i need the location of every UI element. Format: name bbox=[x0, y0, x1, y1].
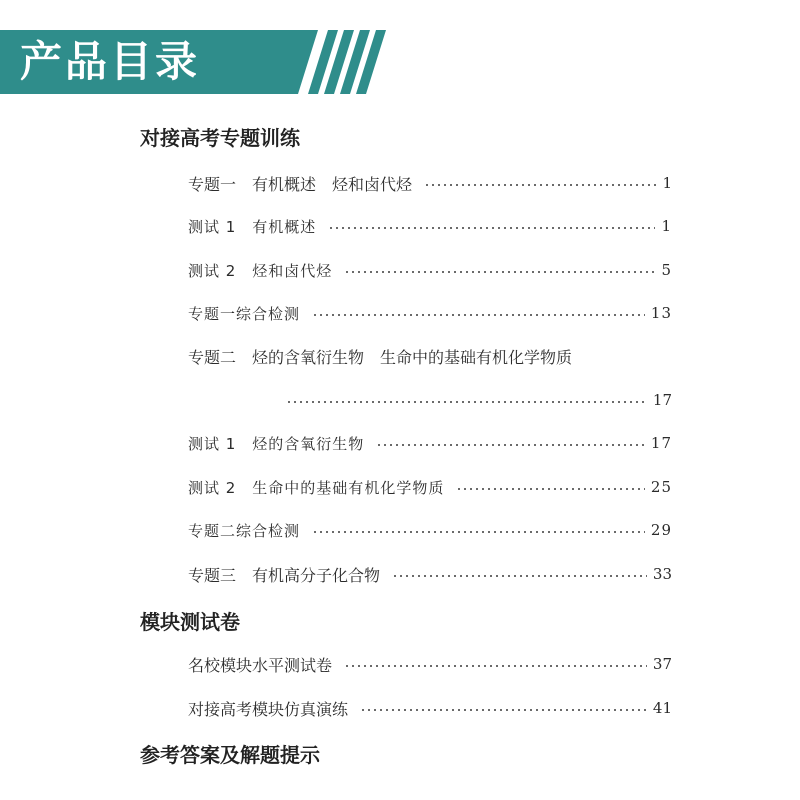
toc-entry-label: 对接高考模块仿真演练 bbox=[188, 699, 349, 719]
toc-entry[interactable] bbox=[188, 560, 672, 588]
toc-page-number: 17 bbox=[650, 434, 672, 452]
toc-entry[interactable] bbox=[188, 256, 672, 284]
toc-entry[interactable] bbox=[188, 694, 672, 722]
toc-entry-label: 专题一 有机概述 烃和卤代烃 bbox=[188, 174, 413, 194]
toc-section-title[interactable]: 模块测试卷 bbox=[140, 609, 240, 634]
toc-entry[interactable] bbox=[188, 299, 672, 327]
toc-entry[interactable] bbox=[188, 342, 672, 370]
toc-entry[interactable] bbox=[188, 169, 672, 197]
toc-leader-dots bbox=[286, 401, 647, 403]
toc-page-number: 33 bbox=[652, 565, 672, 583]
toc-entry[interactable] bbox=[188, 516, 672, 544]
toc-leader-dots bbox=[328, 227, 655, 229]
toc-page-number: 29 bbox=[650, 521, 672, 539]
toc-leader-dots bbox=[392, 575, 647, 577]
toc-section-title[interactable]: 参考答案及解题提示 bbox=[140, 742, 320, 767]
toc-leader-dots bbox=[344, 271, 655, 273]
toc-entry[interactable] bbox=[188, 473, 672, 501]
toc-entry-label: 专题一综合检测 bbox=[188, 304, 301, 323]
toc-page-number: 1 bbox=[662, 174, 672, 192]
toc-page-number: 5 bbox=[661, 261, 672, 279]
toc-entry-label: 名校模块水平测试卷 bbox=[188, 655, 333, 675]
toc-leader-dots bbox=[312, 314, 645, 316]
toc-entry-label: 专题二综合检测 bbox=[188, 521, 301, 540]
toc-entry-continuation[interactable] bbox=[286, 386, 672, 414]
page-title: 产品目录 bbox=[20, 37, 201, 86]
toc-leader-dots bbox=[456, 488, 645, 490]
toc-entry[interactable] bbox=[188, 650, 672, 678]
toc-entry-label: 专题二 烃的含氧衍生物 生命中的基础有机化学物质 bbox=[188, 347, 573, 367]
toc-leader-dots bbox=[376, 444, 645, 446]
toc-leader-dots bbox=[312, 531, 645, 533]
toc-page-number: 25 bbox=[650, 478, 672, 496]
toc-entry[interactable] bbox=[188, 212, 672, 240]
toc-page-number: 17 bbox=[652, 391, 672, 409]
toc-entry[interactable] bbox=[188, 429, 672, 457]
toc-entry-label: 专题三 有机高分子化合物 bbox=[188, 565, 381, 585]
toc-entry-label: 测试 2 烃和卤代烃 bbox=[188, 261, 333, 280]
toc-section-title[interactable]: 对接高考专题训练 bbox=[140, 125, 300, 150]
toc-leader-dots bbox=[424, 184, 656, 186]
toc-entry-label: 测试 2 生命中的基础有机化学物质 bbox=[188, 478, 445, 497]
toc-leader-dots bbox=[344, 665, 647, 667]
toc-page-number: 41 bbox=[652, 699, 672, 717]
toc-page-number: 37 bbox=[652, 655, 672, 673]
toc-page-number: 13 bbox=[650, 304, 672, 322]
toc-leader-dots bbox=[360, 709, 647, 711]
toc-page-number: 1 bbox=[661, 217, 672, 235]
toc-entry-label: 测试 1 烃的含氧衍生物 bbox=[188, 434, 365, 453]
toc-entry-label: 测试 1 有机概述 bbox=[188, 217, 317, 236]
